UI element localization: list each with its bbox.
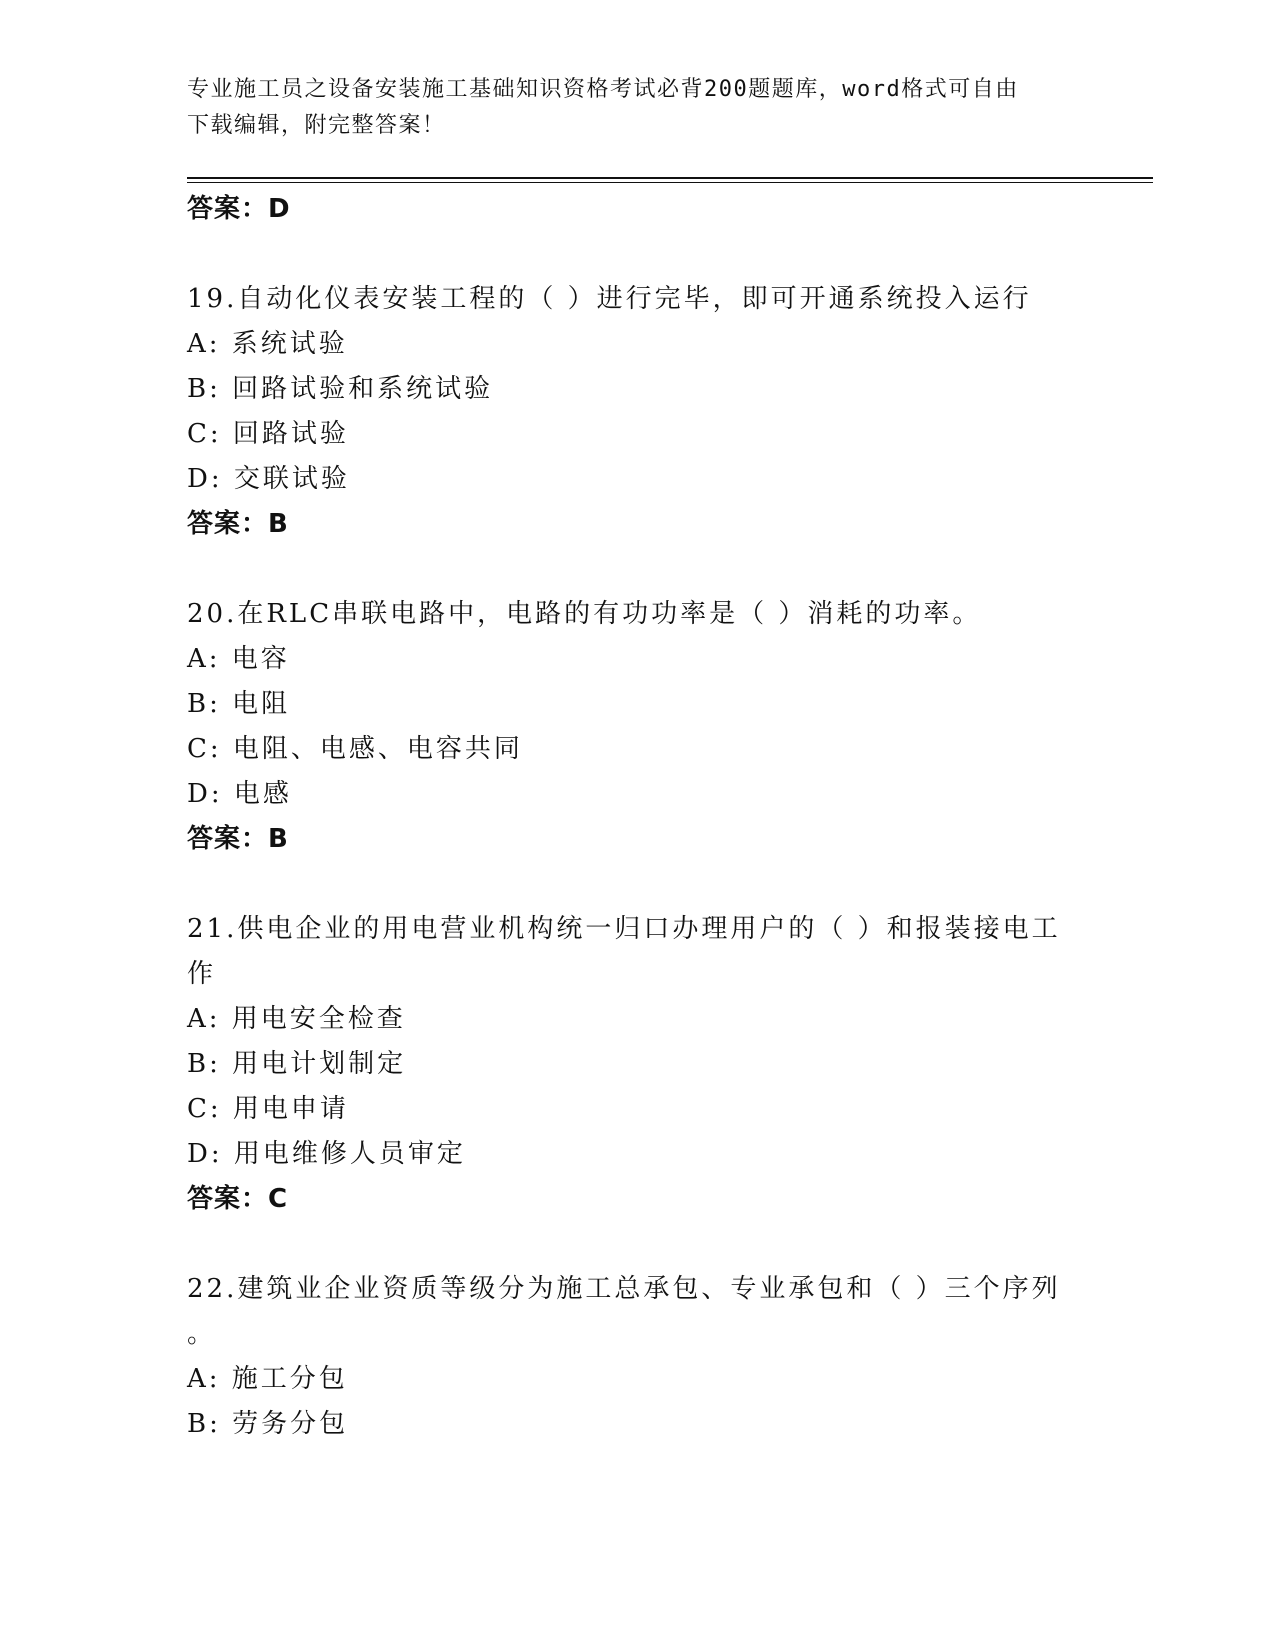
question-22-stem-line-1: 22.建筑业企业资质等级分为施工总承包、专业承包和（ ）三个序列 [187, 1274, 1061, 1304]
question-21-option-c: C: 用电申请 [187, 1094, 349, 1124]
question-22-option-a: A: 施工分包 [187, 1364, 348, 1394]
question-20-option-b: B: 电阻 [187, 689, 291, 719]
question-22-option-b: B: 劳务分包 [187, 1409, 349, 1439]
question-21-option-b: B: 用电计划制定 [187, 1049, 407, 1079]
answer-q20: 答案：B [187, 824, 289, 854]
header-rule-thin [187, 182, 1153, 183]
question-20-option-d: D: 电感 [187, 779, 292, 809]
header-title-line-2: 下载编辑，附完整答案！ [187, 113, 446, 138]
header-rule-thick [187, 177, 1153, 179]
question-21-option-d: D: 用电维修人员审定 [187, 1139, 466, 1169]
answer-q18: 答案：D [187, 194, 291, 224]
document-header [187, 72, 1067, 144]
question-19-option-b: B: 回路试验和系统试验 [187, 374, 494, 404]
question-21-option-a: A: 用电安全检查 [187, 1004, 406, 1034]
answer-q19: 答案：B [187, 509, 289, 539]
question-19-option-d: D: 交联试验 [187, 464, 350, 494]
answer-q21: 答案：C [187, 1184, 289, 1214]
question-19-option-a: A: 系统试验 [187, 329, 348, 359]
question-19-stem: 19.自动化仪表安装工程的（ ）进行完毕，即可开通系统投入运行 [187, 284, 1032, 314]
question-21-stem-line-2: 作 [187, 959, 217, 989]
question-19-option-c: C: 回路试验 [187, 419, 349, 449]
question-21-stem-line-1: 21.供电企业的用电营业机构统一归口办理用户的（ ）和报装接电工 [187, 914, 1061, 944]
question-20-option-c: C: 电阻、电感、电容共同 [187, 734, 523, 764]
header-title-line-1: 专业施工员之设备安装施工基础知识资格考试必背200题题库，word格式可自由 [187, 77, 1019, 102]
question-20-option-a: A: 电容 [187, 644, 290, 674]
question-20-stem: 20.在RLC串联电路中，电路的有功功率是（ ）消耗的功率。 [187, 599, 982, 629]
question-22-stem-line-2: 。 [187, 1319, 217, 1349]
